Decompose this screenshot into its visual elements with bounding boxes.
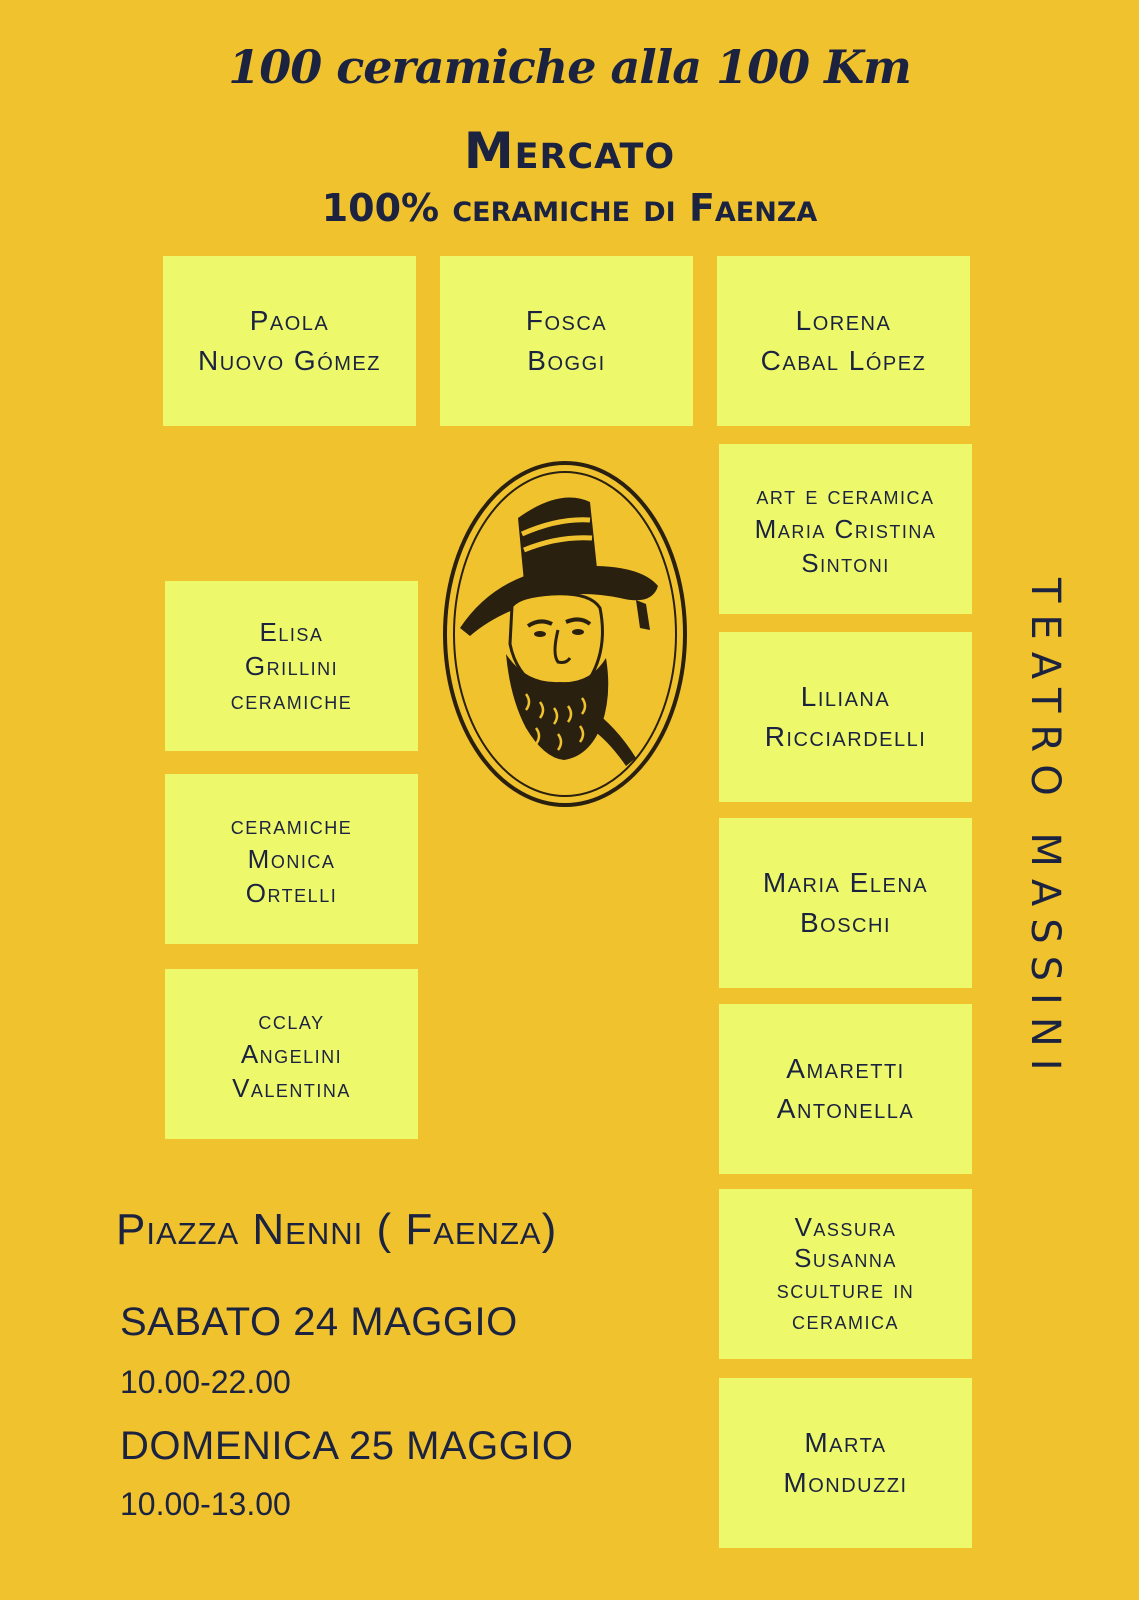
event-location: Piazza Nenni ( Faenza): [116, 1205, 558, 1254]
stall-monica-ortelli: ceramiche Monica Ortelli: [165, 774, 418, 944]
schedule-hours-saturday: 10.00-22.00: [120, 1364, 291, 1400]
schedule-day-sunday: DOMENICA 25 MAGGIO: [120, 1424, 574, 1468]
stall-lorena-cabal-lopez: Lorena Cabal López: [717, 256, 970, 426]
bearded-man-emblem-logo: [440, 458, 690, 810]
stall-maria-cristina-sintoni: art e ceramica Maria Cristina Sintoni: [719, 444, 972, 614]
stall-maria-elena-boschi: Maria Elena Boschi: [719, 818, 972, 988]
stall-liliana-ricciardelli: Liliana Ricciardelli: [719, 632, 972, 802]
stall-fosca-boggi: Fosca Boggi: [440, 256, 693, 426]
schedule-hours-sunday: 10.00-13.00: [120, 1486, 291, 1522]
stall-marta-monduzzi: Marta Monduzzi: [719, 1378, 972, 1548]
stall-cclay-angelini-valentina: cclay Angelini Valentina: [165, 969, 418, 1139]
poster-title: 100 ceramiche alla 100 Km: [228, 40, 911, 94]
stall-vassura-susanna: Vassura Susanna sculture in ceramica: [719, 1189, 972, 1359]
market-heading: Mercato: [463, 122, 676, 180]
teatro-massini-label: TEATRO MASSINI: [1022, 577, 1068, 1083]
stall-amaretti-antonella: Amaretti Antonella: [719, 1004, 972, 1174]
market-subheading: 100% ceramiche di Faenza: [321, 186, 818, 230]
stall-elisa-grillini: Elisa Grillini ceramiche: [165, 581, 418, 751]
stall-paola-nuovo-gomez: Paola Nuovo Gómez: [163, 256, 416, 426]
schedule-day-saturday: SABATO 24 MAGGIO: [120, 1300, 518, 1344]
